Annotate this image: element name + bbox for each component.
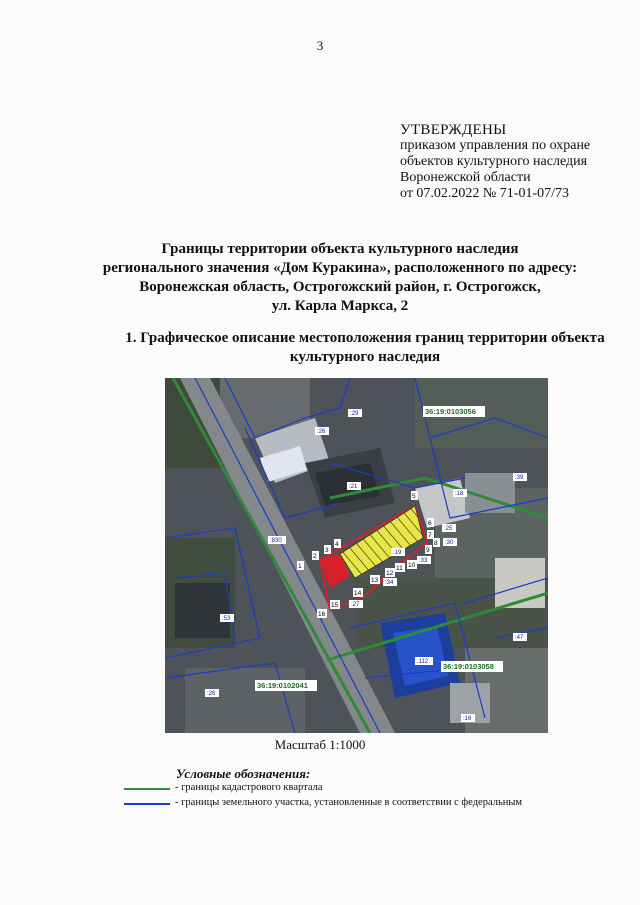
svg-text::25: :25 (444, 526, 453, 532)
svg-text:8: 8 (434, 540, 438, 547)
title-line: Воронежская область, Острогожский район, г. Острогожск, (139, 279, 541, 295)
point-label (385, 568, 395, 577)
parcel-label (268, 536, 286, 544)
parcel-label (315, 427, 329, 435)
svg-text:12: 12 (386, 570, 394, 577)
parcel-label (349, 600, 363, 608)
point-label (312, 551, 319, 560)
svg-text::39: :39 (515, 475, 524, 481)
parcel-label (391, 548, 405, 556)
point-label (324, 545, 331, 554)
cadastral-map (165, 378, 548, 733)
legend-item-parcel: - границы земельного участка, установленные в соответствии с федеральным (175, 797, 523, 808)
svg-text:1: 1 (298, 563, 302, 570)
parcel-label (461, 714, 475, 722)
point-label (433, 538, 440, 547)
svg-text::30: :30 (445, 540, 454, 546)
approval-line: объектов культурного наследия (400, 154, 588, 169)
svg-text:16: 16 (318, 611, 326, 618)
svg-text:14: 14 (354, 590, 362, 597)
point-label (427, 530, 434, 539)
svg-text::47: :47 (515, 635, 524, 641)
quarter-label: 36:19:0103058 (443, 662, 494, 671)
svg-text:10: 10 (408, 562, 416, 569)
point-label (411, 491, 418, 500)
section-line: культурного наследия (289, 349, 441, 365)
parcel-label (442, 524, 456, 532)
point-label (330, 600, 340, 609)
svg-text::26: :26 (207, 691, 216, 697)
page-number: 3 (316, 38, 324, 53)
approval-heading: УТВЕРЖДЕНЫ (400, 122, 507, 138)
svg-text::830: :830 (270, 538, 282, 544)
legend-green-line (124, 788, 170, 790)
parcel-label (415, 657, 433, 665)
map-scale: Масштаб 1:1000 (274, 737, 366, 752)
approval-block (400, 122, 590, 202)
point-label (427, 518, 434, 527)
svg-text::21: :21 (349, 484, 358, 490)
section-line: 1. Графическое описание местоположения границ территории объекта (125, 330, 605, 346)
parcel-label (205, 689, 219, 697)
svg-text:11: 11 (396, 565, 403, 572)
point-label (334, 539, 341, 548)
svg-text::26: :26 (317, 429, 326, 435)
parcel-label (513, 473, 527, 481)
parcel-label (347, 482, 361, 490)
parcel-label (513, 633, 527, 641)
approval-line: от 07.02.2022 № 71-01-07/73 (400, 186, 570, 201)
point-label (370, 575, 380, 584)
point-label (317, 609, 327, 618)
legend-blue-line (124, 803, 170, 805)
title-line: регионального значения «Дом Куракина», расположенного по адресу: (102, 260, 578, 276)
svg-text:13: 13 (371, 577, 379, 584)
quarter-label: 36:19:0102041 (257, 681, 308, 690)
point-label (425, 545, 432, 554)
point-label (395, 563, 405, 572)
svg-text::27: :27 (351, 602, 360, 608)
approval-line: Воронежской области (400, 170, 531, 185)
svg-text:9: 9 (426, 547, 430, 554)
svg-text:2: 2 (313, 553, 317, 560)
svg-text:7: 7 (428, 532, 432, 539)
svg-text::18: :18 (455, 491, 464, 497)
parcel-label (348, 409, 362, 417)
quarter-label: 36:19:0103056 (425, 407, 476, 416)
svg-text::112: :112 (417, 659, 429, 665)
svg-text:5: 5 (412, 493, 416, 500)
section-heading (110, 329, 620, 367)
approval-line: приказом управления по охране (400, 138, 591, 153)
svg-text:15: 15 (331, 602, 339, 609)
parcel-label (453, 489, 467, 497)
title-line: Границы территории объекта культурного наследия (161, 241, 519, 257)
svg-text:4: 4 (335, 541, 339, 548)
parcel-label (220, 614, 234, 622)
svg-text::33: :33 (419, 558, 428, 564)
svg-text:6: 6 (428, 520, 432, 527)
svg-text::53: :53 (222, 616, 231, 622)
point-label (353, 588, 363, 597)
svg-text::16: :16 (463, 716, 472, 722)
parcel-label-extra (443, 538, 457, 546)
title-line: ул. Карла Маркса, 2 (271, 298, 409, 314)
legend-title: Условные обозначения: (176, 766, 311, 781)
parcel-label (383, 578, 397, 586)
svg-text::29: :29 (350, 411, 359, 417)
point-label (297, 561, 304, 570)
legend-item-quarter: - границы кадастрового квартала (175, 782, 323, 793)
svg-text::34: :34 (385, 580, 394, 586)
svg-text:3: 3 (325, 547, 329, 554)
parcel-label (417, 556, 431, 564)
point-label (407, 560, 417, 569)
document-title (60, 240, 620, 316)
svg-text::19: :19 (393, 550, 402, 556)
